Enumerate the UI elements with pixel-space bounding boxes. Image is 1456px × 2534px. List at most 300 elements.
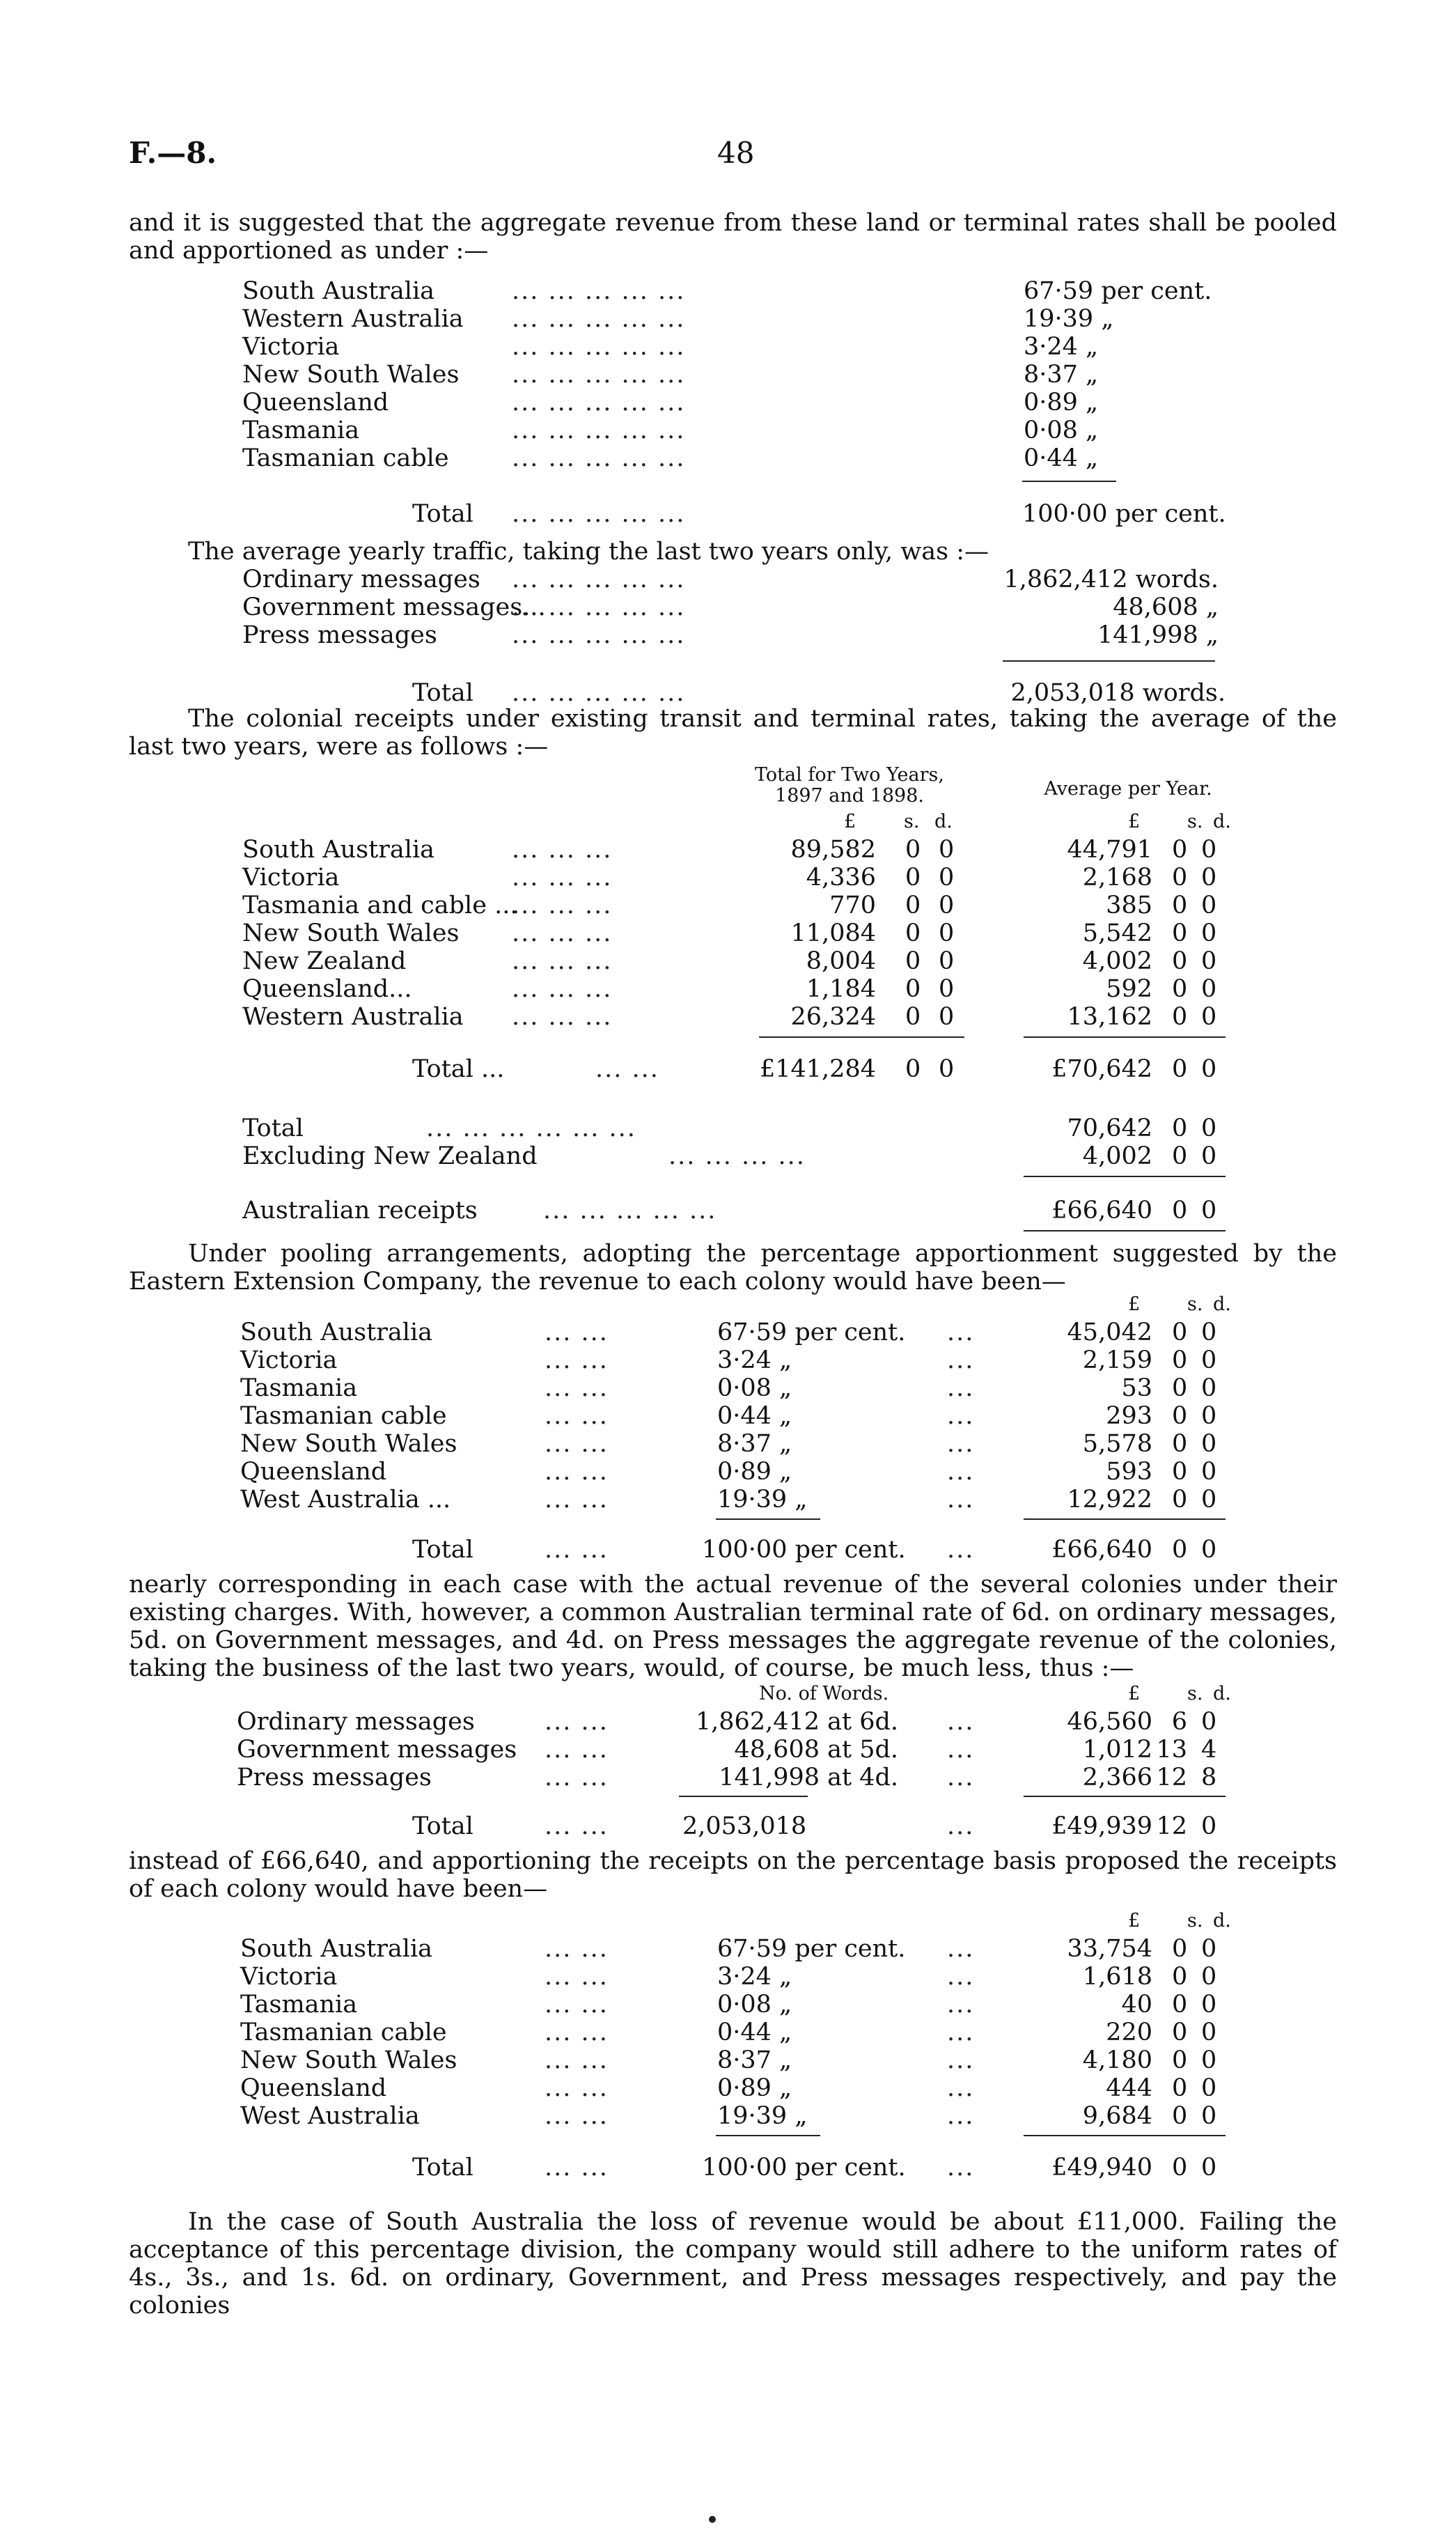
two-year-shillings: 0 — [905, 1003, 921, 1031]
leader-dots: ... — [947, 1991, 975, 2019]
receipts-total-2-row — [0, 1114, 1456, 1142]
excluding-label: Excluding New Zealand — [242, 1142, 538, 1170]
pounds: 1,618 — [1082, 1963, 1152, 1991]
receipts-row — [0, 947, 1456, 975]
pence: 0 — [1201, 1430, 1217, 1458]
sum-rule — [1003, 660, 1215, 662]
leader-dots: ... ... ... — [512, 892, 613, 919]
leader-dots: ... — [947, 1458, 975, 1486]
two-year-shillings: 0 — [905, 919, 921, 947]
colony-name: Tasmania — [240, 1991, 358, 2019]
unit-shillings: s. — [1187, 1683, 1203, 1704]
leader-dots: ... ... ... ... ... — [512, 277, 686, 305]
words-at-rate: 48,608 at 5d. — [734, 1736, 898, 1764]
colony-2-row — [0, 2046, 1456, 2074]
two-year-pounds: 770 — [829, 892, 876, 919]
paragraph-south-australia-loss: In the case of South Australia the loss of revenue would be about £11,000. Failing the acceptance of this percentage division, the company would still adhere to the uniform rates of 4s., 3s., and 1s. 6d. on ordinary, Government, and Press messages respectively, and pay the colonies — [129, 2208, 1337, 2319]
leader-dots: ... ... ... ... ... — [512, 566, 686, 593]
average-shillings: 0 — [1172, 892, 1188, 919]
units-row — [0, 808, 1456, 836]
leader-dots: ... ... — [545, 1991, 609, 2019]
colony-1-row — [0, 1458, 1456, 1486]
two-year-pounds: 26,324 — [790, 1003, 876, 1031]
pool-row — [0, 333, 1456, 361]
shillings: 0 — [1172, 1486, 1188, 1514]
shillings: 0 — [1172, 1319, 1188, 1346]
sum-rule — [1022, 481, 1116, 482]
pence: 0 — [1201, 1991, 1217, 2019]
subtract-rule — [1024, 1176, 1226, 1177]
pounds: 4,180 — [1082, 2046, 1152, 2074]
document-code: F.—8. — [129, 136, 217, 170]
message-type: Ordinary messages — [242, 566, 480, 593]
percentage: 3·24 „ — [717, 1963, 792, 1991]
total-two-year-shillings: 0 — [905, 1055, 921, 1083]
total-words: 2,053,018 — [682, 1812, 807, 1840]
colony-name: Queensland — [242, 389, 389, 417]
receipts-row — [0, 892, 1456, 919]
shillings: 12 — [1156, 1764, 1187, 1791]
two-year-pence: 0 — [939, 975, 955, 1003]
message-type: Government messages... — [242, 593, 546, 621]
pool-row — [0, 277, 1456, 305]
shillings: 0 — [1172, 1458, 1188, 1486]
colony-name: Tasmania — [242, 417, 360, 444]
leader-dots: ... — [947, 2019, 975, 2046]
percentage: 8·37 „ — [717, 2046, 792, 2074]
two-year-shillings: 0 — [905, 947, 921, 975]
colony-name: New South Wales — [242, 361, 460, 389]
percentage: 0·08 „ — [1024, 417, 1099, 444]
pool-row — [0, 417, 1456, 444]
colony-name: West Australia ... — [240, 1486, 451, 1514]
leader-dots: ... ... — [545, 1963, 609, 1991]
shillings: 0 — [1172, 1991, 1188, 2019]
two-year-shillings: 0 — [905, 836, 921, 864]
total-label: Total ... — [412, 1055, 505, 1083]
total-percentage: 100·00 per cent. — [702, 2154, 906, 2182]
unit-pound: £ — [1128, 811, 1141, 832]
leader-dots: ... ... ... ... ... — [512, 593, 686, 621]
leader-dots: ... — [947, 2102, 975, 2130]
colony-1-row — [0, 1486, 1456, 1514]
colony-name: South Australia — [242, 277, 435, 305]
pounds: 220 — [1106, 2019, 1152, 2046]
colony-2-units-row — [0, 1907, 1456, 1935]
leader-dots: ... ... — [545, 1486, 609, 1514]
leader-dots: ... — [947, 1736, 975, 1764]
percentage: 0·08 „ — [717, 1374, 792, 1402]
total-average-pounds: £70,642 — [1051, 1055, 1152, 1083]
percentage: 67·59 per cent. — [717, 1319, 906, 1346]
australian-receipts-row — [0, 1197, 1456, 1225]
message-type: Press messages — [242, 621, 437, 649]
two-year-shillings: 0 — [905, 892, 921, 919]
shillings: 0 — [1172, 1430, 1188, 1458]
pounds: 2,366 — [1082, 1764, 1152, 1791]
average-shillings: 0 — [1172, 864, 1188, 892]
average-shillings: 0 — [1172, 947, 1188, 975]
total-pounds: £49,939 — [1051, 1812, 1152, 1840]
excluding-row — [0, 1142, 1456, 1170]
total-label: Total — [412, 679, 473, 707]
unit-pence: d. — [1213, 1910, 1231, 1931]
pounds: 293 — [1106, 1402, 1152, 1430]
total-pence: 0 — [1201, 1114, 1217, 1142]
total-average-pence: 0 — [1201, 1055, 1217, 1083]
leader-dots: ... ... ... ... ... — [512, 417, 686, 444]
average-shillings: 0 — [1172, 836, 1188, 864]
percentage: 3·24 „ — [1024, 333, 1099, 361]
unit-shillings: s. — [1187, 811, 1203, 832]
leader-dots: ... ... — [545, 1764, 609, 1791]
leader-dots: ... ... ... ... ... ... — [426, 1114, 636, 1142]
average-shillings: 0 — [1172, 919, 1188, 947]
pence: 0 — [1201, 2102, 1217, 2130]
total-words: 2,053,018 words. — [1010, 679, 1226, 707]
receipts-row — [0, 864, 1456, 892]
two-year-pounds: 1,184 — [806, 975, 876, 1003]
percentage: 19·39 „ — [717, 1486, 808, 1514]
shillings: 0 — [1172, 1402, 1188, 1430]
pence: 0 — [1201, 1402, 1217, 1430]
leader-dots: ... ... — [595, 1055, 659, 1083]
leader-dots: ... ... — [545, 1374, 609, 1402]
leader-dots: ... ... ... ... ... — [512, 679, 686, 707]
colony-1-row — [0, 1346, 1456, 1374]
excluding-shillings: 0 — [1172, 1142, 1188, 1170]
total-label: Total — [412, 1536, 473, 1564]
two-year-shillings: 0 — [905, 864, 921, 892]
colony-1-row — [0, 1319, 1456, 1346]
percentage: 19·39 „ — [1024, 305, 1114, 333]
word-count: 48,608 „ — [1113, 593, 1219, 621]
pounds: 12,922 — [1067, 1486, 1152, 1514]
colony-name: Victoria — [242, 333, 340, 361]
average-pence: 0 — [1201, 892, 1217, 919]
total-pence: 0 — [1201, 1536, 1217, 1564]
colony-1-total-row — [0, 1536, 1456, 1564]
leader-dots: ... — [947, 2046, 975, 2074]
average-shillings: 0 — [1172, 975, 1188, 1003]
average-pounds: 592 — [1106, 975, 1152, 1003]
unit-shillings: s. — [904, 811, 920, 832]
average-shillings: 0 — [1172, 1003, 1188, 1031]
average-pounds: 44,791 — [1067, 836, 1152, 864]
shillings: 0 — [1172, 2074, 1188, 2102]
receipts-total-row — [0, 1055, 1456, 1083]
pence: 0 — [1201, 1486, 1217, 1514]
leader-dots: ... ... — [545, 2019, 609, 2046]
colony-1-row — [0, 1402, 1456, 1430]
colony-2-total-row — [0, 2154, 1456, 2182]
words-units-row — [0, 1680, 1456, 1708]
unit-pound: £ — [1128, 1293, 1141, 1315]
pounds: 40 — [1121, 1991, 1152, 2019]
words-row — [0, 1736, 1456, 1764]
leader-dots: ... ... ... ... ... — [512, 305, 686, 333]
two-year-pounds: 4,336 — [806, 864, 876, 892]
unit-pence: d. — [1213, 811, 1231, 832]
paragraph-pooling-arrangements: Under pooling arrangements, adopting the percentage apportionment suggested by the Eastern Extension Company, the revenue to each colony would have been— — [129, 1240, 1337, 1296]
receipts-row — [0, 919, 1456, 947]
colony-name: Tasmania and cable ... — [242, 892, 518, 919]
pence: 0 — [1201, 2074, 1217, 2102]
receipts-row — [0, 836, 1456, 864]
average-pence: 0 — [1201, 919, 1217, 947]
two-year-pence: 0 — [939, 919, 955, 947]
unit-pence: d. — [1213, 1683, 1231, 1704]
leader-dots: ... — [947, 1430, 975, 1458]
leader-dots: ... ... — [545, 1346, 609, 1374]
average-pounds: 4,002 — [1082, 947, 1152, 975]
shillings: 0 — [1172, 2046, 1188, 2074]
average-pence: 0 — [1201, 1003, 1217, 1031]
leader-dots: ... ... ... — [512, 864, 613, 892]
words-row — [0, 1764, 1456, 1791]
percentage: 0·89 „ — [717, 1458, 792, 1486]
colony-name: Victoria — [240, 1963, 338, 1991]
two-year-pence: 0 — [939, 1003, 955, 1031]
paragraph-traffic-intro: The average yearly traffic, taking the last two years only, was :— — [188, 538, 989, 566]
leader-dots: ... — [947, 2154, 975, 2182]
word-count: 1,862,412 words. — [1003, 566, 1219, 593]
pool-row — [0, 444, 1456, 472]
total-label: Total — [412, 500, 473, 528]
total-pounds: 70,642 — [1067, 1114, 1152, 1142]
total-two-year-pence: 0 — [939, 1055, 955, 1083]
unit-pence: d. — [1213, 1293, 1231, 1315]
pounds: 5,578 — [1082, 1430, 1152, 1458]
percentage: 0·08 „ — [717, 1991, 792, 2019]
colony-2-row — [0, 2102, 1456, 2130]
percentage: 8·37 „ — [717, 1430, 792, 1458]
total-pence: 0 — [1201, 1812, 1217, 1840]
sum-rule — [1024, 1518, 1226, 1520]
pool-total-row — [0, 500, 1456, 528]
leader-dots: ... — [947, 1402, 975, 1430]
pence: 0 — [1201, 2046, 1217, 2074]
shillings: 0 — [1172, 2102, 1188, 2130]
pence: 0 — [1201, 1319, 1217, 1346]
paragraph-terminal-rate: nearly corresponding in each case with the actual revenue of the several colonies under their existing charges. With, however, a common Australian terminal rate of 6d. on ordinary messages, 5d. on Government messages, and 4d. on Press messages the aggregate revenue of the colonies, taking the business of the last two years, would, of course, be much less, thus :— — [129, 1571, 1337, 1682]
colony-name: New South Wales — [240, 1430, 457, 1458]
message-type: Ordinary messages — [237, 1708, 475, 1736]
pence: 0 — [1201, 1935, 1217, 1963]
leader-dots: ... ... — [545, 1812, 609, 1840]
leader-dots: ... ... ... ... ... — [512, 389, 686, 417]
words-row — [0, 1708, 1456, 1736]
colony-name: Western Australia — [242, 305, 464, 333]
leader-dots: ... ... ... — [512, 1003, 613, 1031]
leader-dots: ... ... ... — [512, 836, 613, 864]
total-shillings: 0 — [1172, 2154, 1188, 2182]
words-at-rate: 141,998 at 4d. — [719, 1764, 898, 1791]
australian-receipts-pence: 0 — [1201, 1197, 1217, 1225]
pounds: 45,042 — [1067, 1319, 1152, 1346]
colony-name: Western Australia — [242, 1003, 464, 1031]
total-label: Total — [412, 2154, 473, 2182]
colony-name: South Australia — [240, 1319, 433, 1346]
two-year-pence: 0 — [939, 947, 955, 975]
colony-name: Queensland — [240, 1458, 387, 1486]
shillings: 13 — [1156, 1736, 1187, 1764]
percentage: 67·59 per cent. — [717, 1935, 906, 1963]
unit-shillings: s. — [1187, 1910, 1203, 1931]
column-header-average: Average per Year. — [1044, 778, 1212, 800]
pence: 4 — [1201, 1736, 1217, 1764]
total-shillings: 12 — [1156, 1812, 1187, 1840]
words-at-rate: 1,862,412 at 6d. — [695, 1708, 898, 1736]
percentage: 67·59 per cent. — [1024, 277, 1212, 305]
traffic-row — [0, 621, 1456, 649]
average-pounds: 5,542 — [1082, 919, 1152, 947]
unit-pound: £ — [1128, 1683, 1141, 1704]
total-shillings: 0 — [1172, 1114, 1188, 1142]
percentage: 19·39 „ — [717, 2102, 808, 2130]
leader-dots: ... ... — [545, 2154, 609, 2182]
average-pence: 0 — [1201, 864, 1217, 892]
pence: 0 — [1201, 1963, 1217, 1991]
leader-dots: ... ... — [545, 1319, 609, 1346]
leader-dots: ... ... ... ... ... — [512, 621, 686, 649]
page-bottom-mark — [709, 2516, 716, 2523]
shillings: 6 — [1171, 1708, 1187, 1736]
pence: 0 — [1201, 2019, 1217, 2046]
paragraph-apportioning: instead of £66,640, and apportioning the receipts on the percentage basis proposed the receipts of each colony would have been— — [129, 1847, 1337, 1903]
colony-name: Tasmania — [240, 1374, 358, 1402]
shillings: 0 — [1172, 1935, 1188, 1963]
pounds: 53 — [1121, 1374, 1152, 1402]
leader-dots: ... — [947, 1346, 975, 1374]
percentage: 0·89 „ — [717, 2074, 792, 2102]
leader-dots: ... ... ... ... ... — [512, 333, 686, 361]
colony-2-row — [0, 2074, 1456, 2102]
words-total-row — [0, 1812, 1456, 1840]
colony-name: West Australia — [240, 2102, 420, 2130]
average-pence: 0 — [1201, 975, 1217, 1003]
total-pounds: £49,940 — [1051, 2154, 1152, 2182]
pence: 0 — [1201, 1374, 1217, 1402]
pool-row — [0, 361, 1456, 389]
pounds: 2,159 — [1082, 1346, 1152, 1374]
unit-pence: d. — [934, 811, 953, 832]
colony-name: Victoria — [242, 864, 340, 892]
traffic-row — [0, 566, 1456, 593]
leader-dots: ... ... — [545, 2046, 609, 2074]
excluding-pounds: 4,002 — [1082, 1142, 1152, 1170]
pence: 0 — [1201, 1346, 1217, 1374]
colony-name: South Australia — [242, 836, 435, 864]
leader-dots: ... ... — [545, 1935, 609, 1963]
paragraph-receipts-intro: The colonial receipts under existing transit and terminal rates, taking the average of the last two years, were as follows :— — [129, 705, 1337, 761]
column-header-words: No. of Words. — [759, 1683, 889, 1704]
traffic-total-row — [0, 679, 1456, 707]
page-header — [129, 136, 1354, 176]
excluding-pence: 0 — [1201, 1142, 1217, 1170]
pounds: 593 — [1106, 1458, 1152, 1486]
sum-rule — [1024, 1796, 1226, 1797]
leader-dots: ... — [947, 1319, 975, 1346]
unit-pound: £ — [844, 811, 856, 832]
pounds: 444 — [1106, 2074, 1152, 2102]
sum-rule — [1024, 1230, 1226, 1231]
leader-dots: ... ... — [545, 1402, 609, 1430]
sum-rule — [679, 1796, 808, 1797]
sum-rule — [716, 1518, 820, 1520]
total-pence: 0 — [1201, 2154, 1217, 2182]
leader-dots: ... — [947, 1963, 975, 1991]
shillings: 0 — [1172, 1963, 1188, 1991]
shillings: 0 — [1172, 2019, 1188, 2046]
sum-rule — [1024, 1036, 1226, 1038]
leader-dots: ... ... ... ... — [668, 1142, 806, 1170]
sum-rule — [716, 2135, 820, 2136]
total-label: Total — [412, 1812, 473, 1840]
pence: 0 — [1201, 1458, 1217, 1486]
column-header-total: Total for Two Years, 1897 and 1898. — [755, 764, 944, 807]
paragraph-pooling-intro: and it is suggested that the aggregate revenue from these land or terminal rates shall be pooled and apportioned as under :— — [129, 209, 1337, 265]
percentage: 0·44 „ — [717, 1402, 792, 1430]
leader-dots: ... ... ... ... ... — [512, 500, 686, 528]
two-year-pence: 0 — [939, 864, 955, 892]
colony-name: Victoria — [240, 1346, 338, 1374]
pounds: 9,684 — [1082, 2102, 1152, 2130]
shillings: 0 — [1172, 1374, 1188, 1402]
leader-dots: ... — [947, 1764, 975, 1791]
leader-dots: ... ... ... ... ... — [543, 1197, 717, 1225]
unit-pound: £ — [1128, 1910, 1141, 1931]
colony-name: New South Wales — [240, 2046, 457, 2074]
two-year-pounds: 89,582 — [790, 836, 876, 864]
leader-dots: ... ... — [545, 2074, 609, 2102]
colony-name: New Zealand — [242, 947, 407, 975]
colony-2-row — [0, 2019, 1456, 2046]
two-year-pounds: 11,084 — [790, 919, 876, 947]
leader-dots: ... ... ... — [512, 975, 613, 1003]
total-two-year-pounds: £141,284 — [759, 1055, 876, 1083]
leader-dots: ... ... ... ... ... — [512, 361, 686, 389]
pounds: 33,754 — [1067, 1935, 1152, 1963]
pence: 8 — [1201, 1764, 1217, 1791]
leader-dots: ... ... ... — [512, 947, 613, 975]
leader-dots: ... — [947, 1486, 975, 1514]
leader-dots: ... — [947, 1374, 975, 1402]
average-pounds: 13,162 — [1067, 1003, 1152, 1031]
percentage: 0·44 „ — [717, 2019, 792, 2046]
average-pence: 0 — [1201, 947, 1217, 975]
percentage: 8·37 „ — [1024, 361, 1099, 389]
receipts-row — [0, 975, 1456, 1003]
sum-rule — [759, 1036, 964, 1038]
unit-shillings: s. — [1187, 1293, 1203, 1315]
total-label: Total — [242, 1114, 304, 1142]
pence: 0 — [1201, 1708, 1217, 1736]
shillings: 0 — [1172, 1346, 1188, 1374]
percentage: 3·24 „ — [717, 1346, 792, 1374]
australian-receipts-pounds: £66,640 — [1051, 1197, 1152, 1225]
two-year-pence: 0 — [939, 836, 955, 864]
leader-dots: ... — [947, 1708, 975, 1736]
colony-2-row — [0, 1935, 1456, 1963]
total-average-shillings: 0 — [1172, 1055, 1188, 1083]
colony-2-row — [0, 1963, 1456, 1991]
message-type: Press messages — [237, 1764, 432, 1791]
colony-name: New South Wales — [242, 919, 460, 947]
leader-dots: ... — [947, 2074, 975, 2102]
leader-dots: ... ... — [545, 1430, 609, 1458]
pounds: 46,560 — [1067, 1708, 1152, 1736]
